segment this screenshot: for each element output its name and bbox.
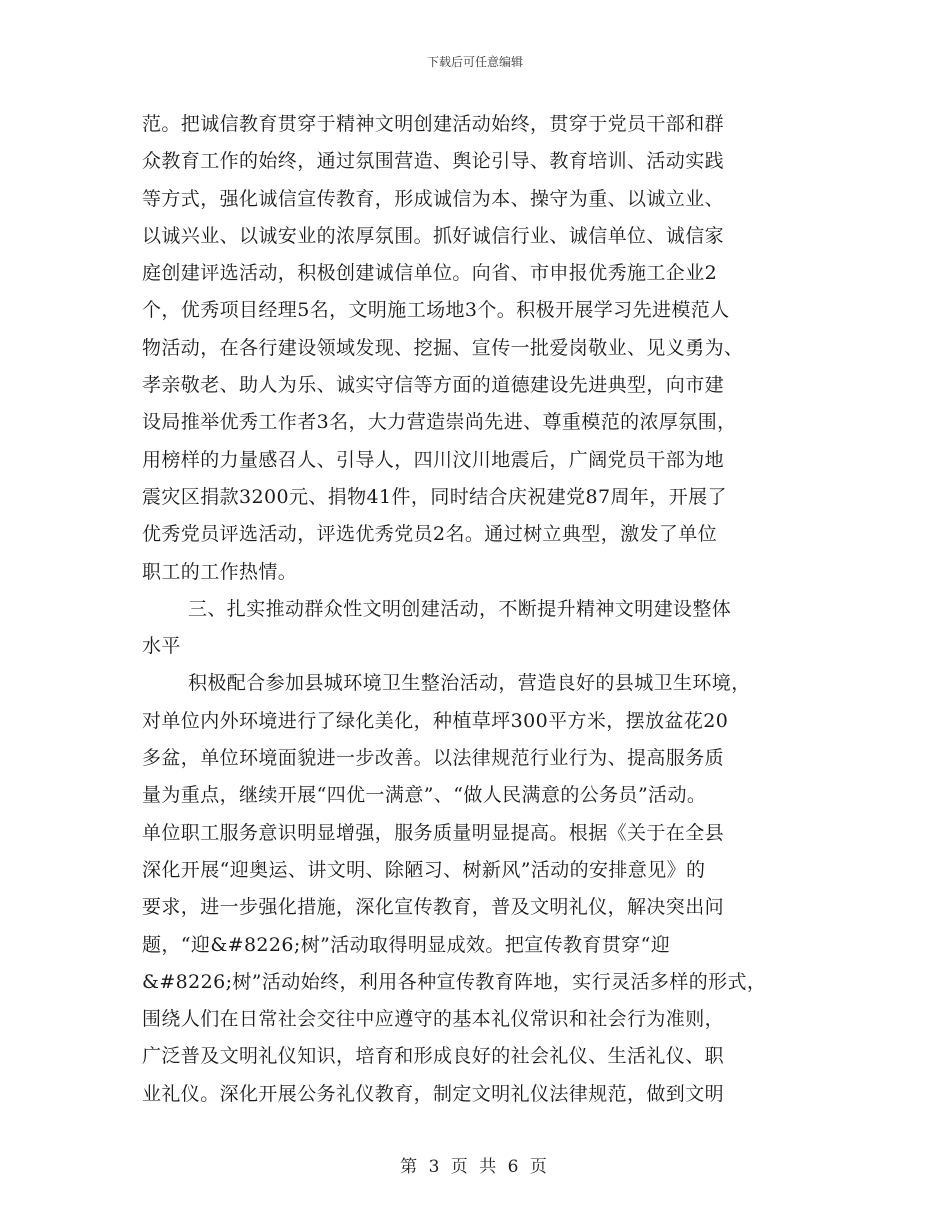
paragraph-line: 用榜样的力量感召人、引导人，四川汶川地震后，广阔党员干部为地 — [142, 448, 725, 471]
paragraph-line: 对单位内外环境进行了绿化美化，种植草坪300平方米，摆放盆花20 — [142, 709, 729, 732]
paragraph-line: 设局推举优秀工作者3名，大力营造崇尚先进、尊重模范的浓厚氛围， — [142, 411, 737, 434]
paragraph-line: 庭创建评选活动，积极创建诚信单位。向省、市申报优秀施工企业2 — [142, 262, 718, 285]
paragraph-line: 职工的工作热情。 — [142, 560, 298, 583]
paragraph-line: 孝亲敬老、助人为乐、诚实守信等方面的道德建设先进典型，向市建 — [142, 374, 725, 397]
paragraph-line: 震灾区捐款3200元、捐物41件，同时结合庆祝建党87周年，开展了 — [142, 485, 727, 508]
section-heading: 三、扎实推动群众性文明创建活动，不断提升精神文明建设整体 — [188, 597, 732, 620]
paragraph-line: 深化开展“迎奥运、讲文明、除陋习、树新风”活动的安排意见》的 — [142, 858, 706, 881]
paragraph-line: 广泛普及文明礼仪知识，培育和形成良好的社会礼仪、生活礼仪、职 — [142, 1045, 725, 1068]
paragraph-line: 物活动，在各行建设领域发现、挖掘、宣传一批爱岗敬业、见义勇为、 — [142, 336, 744, 359]
paragraph-line: 众教育工作的始终，通过氛围营造、舆论引导、教育培训、活动实践 — [142, 150, 725, 173]
paragraph-line: 积极配合参加县城环境卫生整治活动，营造良好的县城卫生环境， — [188, 672, 751, 695]
page-number-footer: 第 3 页 共 6 页 — [400, 1157, 550, 1177]
paragraph-line: 要求，进一步强化措施，深化宣传教育，普及文明礼仪，解决突出问 — [142, 896, 725, 919]
paragraph-line: 以诚兴业、以诚安业的浓厚氛围。抓好诚信行业、诚信单位、诚信家 — [142, 224, 725, 247]
paragraph-line: 优秀党员评选活动，评选优秀党员2名。通过树立典型，激发了单位 — [142, 523, 718, 546]
paragraph-line: 单位职工服务意识明显增强，服务质量明显提高。根据《关于在全县 — [142, 821, 725, 844]
section-heading-continuation: 水平 — [142, 635, 181, 658]
paragraph-line: 范。把诚信教育贯穿于精神文明创建活动始终，贯穿于党员干部和群 — [142, 113, 725, 135]
document-body — [142, 106, 822, 1113]
paragraph-line: 多盆，单位环境面貌进一步改善。以法律规范行业行为、提高服务质 — [142, 747, 725, 770]
paragraph-line: 量为重点，继续开展“四优一满意”、“做人民满意的公务员”活动。 — [142, 784, 707, 807]
paragraph-line: 题，“迎&#8226;树”活动取得明显成效。把宣传教育贯穿“迎 — [142, 933, 671, 956]
paragraph-line: 等方式，强化诚信宣传教育，形成诚信为本、操守为重、以诚立业、 — [142, 187, 725, 210]
paragraph-line: &#8226;树”活动始终，利用各种宣传教育阵地，实行灵活多样的形式， — [142, 970, 767, 993]
paragraph-line: 个，优秀项目经理5名，文明施工场地3个。积极开展学习先进模范人 — [142, 299, 730, 322]
page-header: 下载后可任意编辑 — [426, 55, 523, 69]
paragraph-line: 围绕人们在日常社会交往中应遵守的基本礼仪常识和社会行为准则， — [142, 1008, 725, 1031]
paragraph-line: 业礼仪。深化开展公务礼仪教育，制定文明礼仪法律规范，做到文明 — [142, 1082, 725, 1105]
